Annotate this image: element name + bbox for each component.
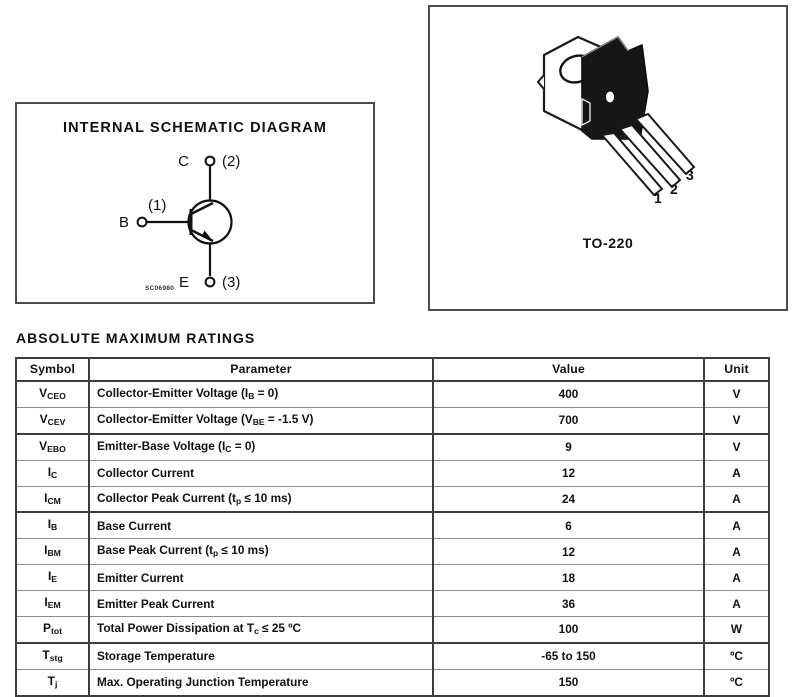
table-row [16, 565, 769, 591]
table-row [16, 512, 769, 538]
cell-symbol: $V_{CEO}$ [16, 381, 89, 407]
cell-unit: ºC [704, 643, 769, 669]
npn-transistor-symbol-icon [17, 104, 373, 302]
svg-text:(3): (3) [222, 274, 241, 291]
absolute-maximum-ratings-heading: ABSOLUTE MAXIMUM RATINGS [16, 330, 256, 346]
svg-text:B: B [118, 214, 129, 231]
cell-value: 700 [433, 407, 704, 433]
package-outline-panel [428, 5, 788, 311]
cell-unit: A [704, 591, 769, 617]
svg-text:E: E [178, 274, 189, 291]
cell-parameter: Base Current [89, 512, 433, 538]
table-row [16, 460, 769, 486]
pin-label-1: 1 [654, 190, 662, 206]
cell-symbol: $I_{BM}$ [16, 539, 89, 565]
internal-schematic-panel [15, 102, 375, 304]
cell-symbol: $T_j$ [16, 669, 89, 695]
cell-symbol: $I_E$ [16, 565, 89, 591]
cell-unit: V [704, 434, 769, 460]
cell-symbol: $I_{EM}$ [16, 591, 89, 617]
pin-label-3: 3 [686, 167, 694, 183]
table-header-row [16, 358, 769, 381]
cell-value: 18 [433, 565, 704, 591]
cell-value: 150 [433, 669, 704, 695]
cell-unit: ºC [704, 669, 769, 695]
cell-unit: V [704, 381, 769, 407]
package-name-label: TO-220 [582, 235, 634, 251]
svg-text:(2): (2) [222, 153, 241, 170]
cell-value: 400 [433, 381, 704, 407]
cell-value: -65 to 150 [433, 643, 704, 669]
cell-value: 9 [433, 434, 704, 460]
internal-schematic-title: INTERNAL SCHEMATIC DIAGRAM [62, 120, 328, 136]
column-header-value: Value [433, 358, 704, 381]
cell-parameter: Storage Temperature [89, 643, 433, 669]
cell-unit: V [704, 407, 769, 433]
pin-label-2: 2 [670, 181, 678, 197]
cell-symbol: $V_{EBO}$ [16, 434, 89, 460]
cell-symbol: $V_{CEV}$ [16, 407, 89, 433]
cell-parameter: Collector-Emitter Voltage $(I_B = 0)$ [89, 381, 433, 407]
cell-unit: A [704, 565, 769, 591]
cell-value: 36 [433, 591, 704, 617]
table-row [16, 643, 769, 669]
svg-text:(1): (1) [148, 197, 167, 214]
cell-unit: A [704, 539, 769, 565]
cell-parameter: Collector Current [89, 460, 433, 486]
table-row [16, 617, 769, 643]
cell-symbol: $T_{stg}$ [16, 643, 89, 669]
table-row [16, 539, 769, 565]
absolute-maximum-ratings-table [15, 357, 770, 697]
cell-symbol: $I_C$ [16, 460, 89, 486]
cell-parameter: Emitter Peak Current [89, 591, 433, 617]
cell-value: 12 [433, 460, 704, 486]
cell-parameter: Max. Operating Junction Temperature [89, 669, 433, 695]
table-row [16, 434, 769, 460]
cell-symbol: $I_B$ [16, 512, 89, 538]
table-row [16, 407, 769, 433]
column-header-unit: Unit [704, 358, 769, 381]
cell-parameter: Emitter Current [89, 565, 433, 591]
cell-unit: A [704, 460, 769, 486]
cell-value: 6 [433, 512, 704, 538]
cell-parameter: Emitter-Base Voltage $(I_C = 0)$ [89, 434, 433, 460]
cell-unit: A [704, 486, 769, 512]
cell-symbol: $P_{tot}$ [16, 617, 89, 643]
cell-parameter: Collector-Emitter Voltage ($V_{BE} = -1.5$ V) [89, 407, 433, 433]
cell-parameter: Total Power Dissipation at $T_c \le 25$ ºC [89, 617, 433, 643]
cell-symbol: $I_{CM}$ [16, 486, 89, 512]
cell-parameter: Collector Peak Current ($t_p \le 10$ ms) [89, 486, 433, 512]
column-header-parameter: Parameter [89, 358, 433, 381]
cell-value: 100 [433, 617, 704, 643]
cell-unit: A [704, 512, 769, 538]
table-row [16, 381, 769, 407]
cell-unit: W [704, 617, 769, 643]
table-row [16, 591, 769, 617]
table-row [16, 669, 769, 695]
table-row [16, 486, 769, 512]
cell-value: 12 [433, 539, 704, 565]
cell-value: 24 [433, 486, 704, 512]
schematic-drawing-code: SC06980 [145, 285, 175, 292]
column-header-symbol: Symbol [16, 358, 89, 381]
to220-package-icon [430, 7, 786, 309]
svg-text:C: C [178, 153, 189, 170]
cell-parameter: Base Peak Current ($t_p \le 10$ ms) [89, 539, 433, 565]
